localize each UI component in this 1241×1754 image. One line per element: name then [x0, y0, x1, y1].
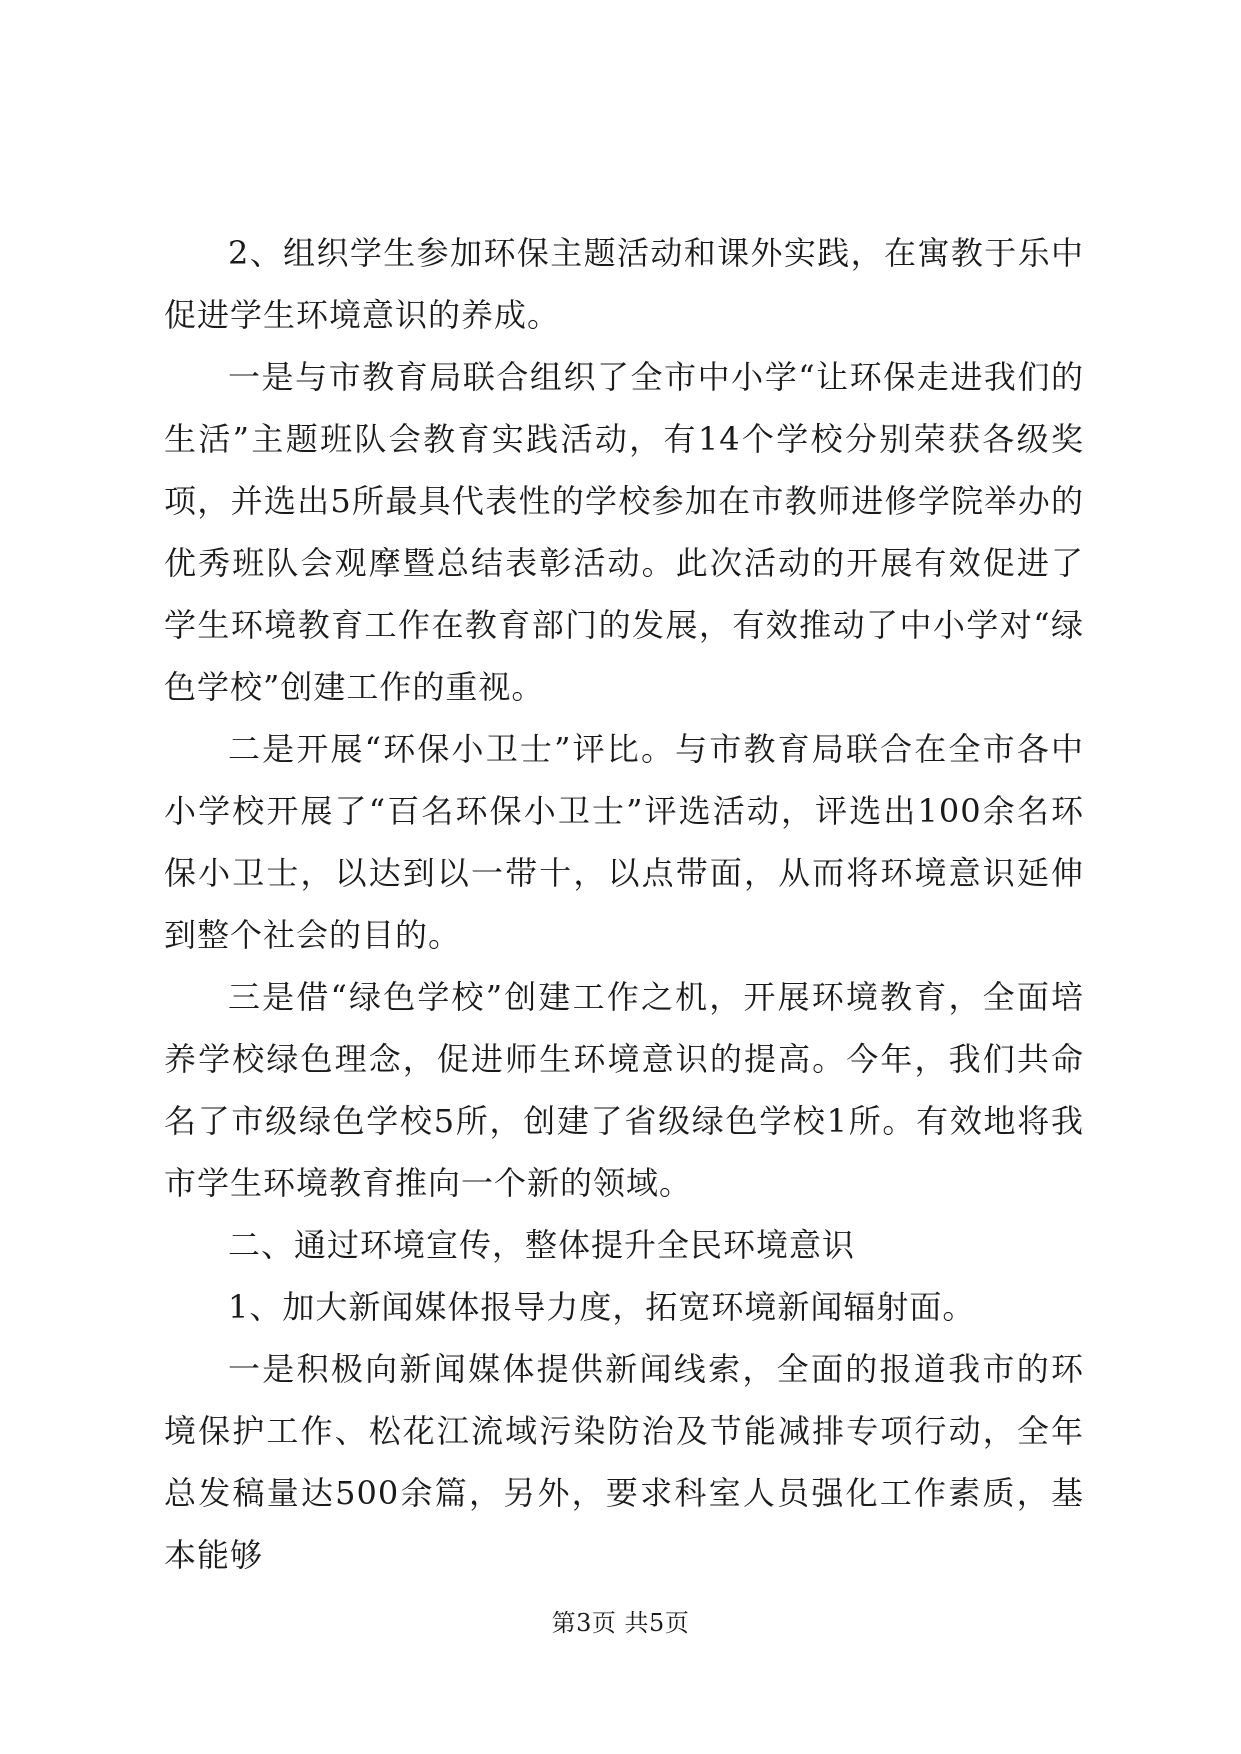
- paragraph-news-reports: 一是积极向新闻媒体提供新闻线索，全面的报道我市的环境保护工作、松花江流域污染防治及节能减排专项行动，全年总发稿量达500余篇，另外，要求科室人员强化工作素质，基本能够: [164, 1350, 1084, 1574]
- paragraph-student-activities: 2、组织学生参加环保主题活动和课外实践，在寓教于乐中促进学生环境意识的养成。: [164, 234, 1084, 334]
- paragraph-green-schools: 三是借“绿色学校”创建工作之机，开展环境教育，全面培养学校绿色理念，促进师生环境意识的提高。今年，我们共命名了市级绿色学校5所，创建了省级绿色学校1所。有效地将我市学生环境教育推向一个新的领域。: [164, 978, 1084, 1202]
- subheading-news-media: 1、加大新闻媒体报导力度，拓宽环境新闻辐射面。: [228, 1288, 976, 1326]
- page-footer: 第3页 共5页: [551, 1609, 690, 1637]
- paragraph-class-meeting-activity: 一是与市教育局联合组织了全市中小学“让环保走进我们的生活”主题班队会教育实践活动，有14个学校分别荣获各级奖项，并选出5所最具代表性的学校参加在市教师进修学院举办的优秀班队会观摩暨总结表彰活动。此次活动的开展有效促进了学生环境教育工作在教育部门的发展，有效推动了中小学对“绿色学校”创建工作的重视。: [164, 358, 1084, 706]
- section-heading-publicity: 二、通过环境宣传，整体提升全民环境意识: [228, 1226, 856, 1264]
- document-body: [164, 222, 1084, 1586]
- paragraph-little-guardians: 二是开展“环保小卫士”评比。与市教育局联合在全市各中小学校开展了“百名环保小卫士”评选活动，评选出100余名环保小卫士，以达到以一带十，以点带面，从而将环境意识延伸到整个社会的目的。: [164, 730, 1084, 954]
